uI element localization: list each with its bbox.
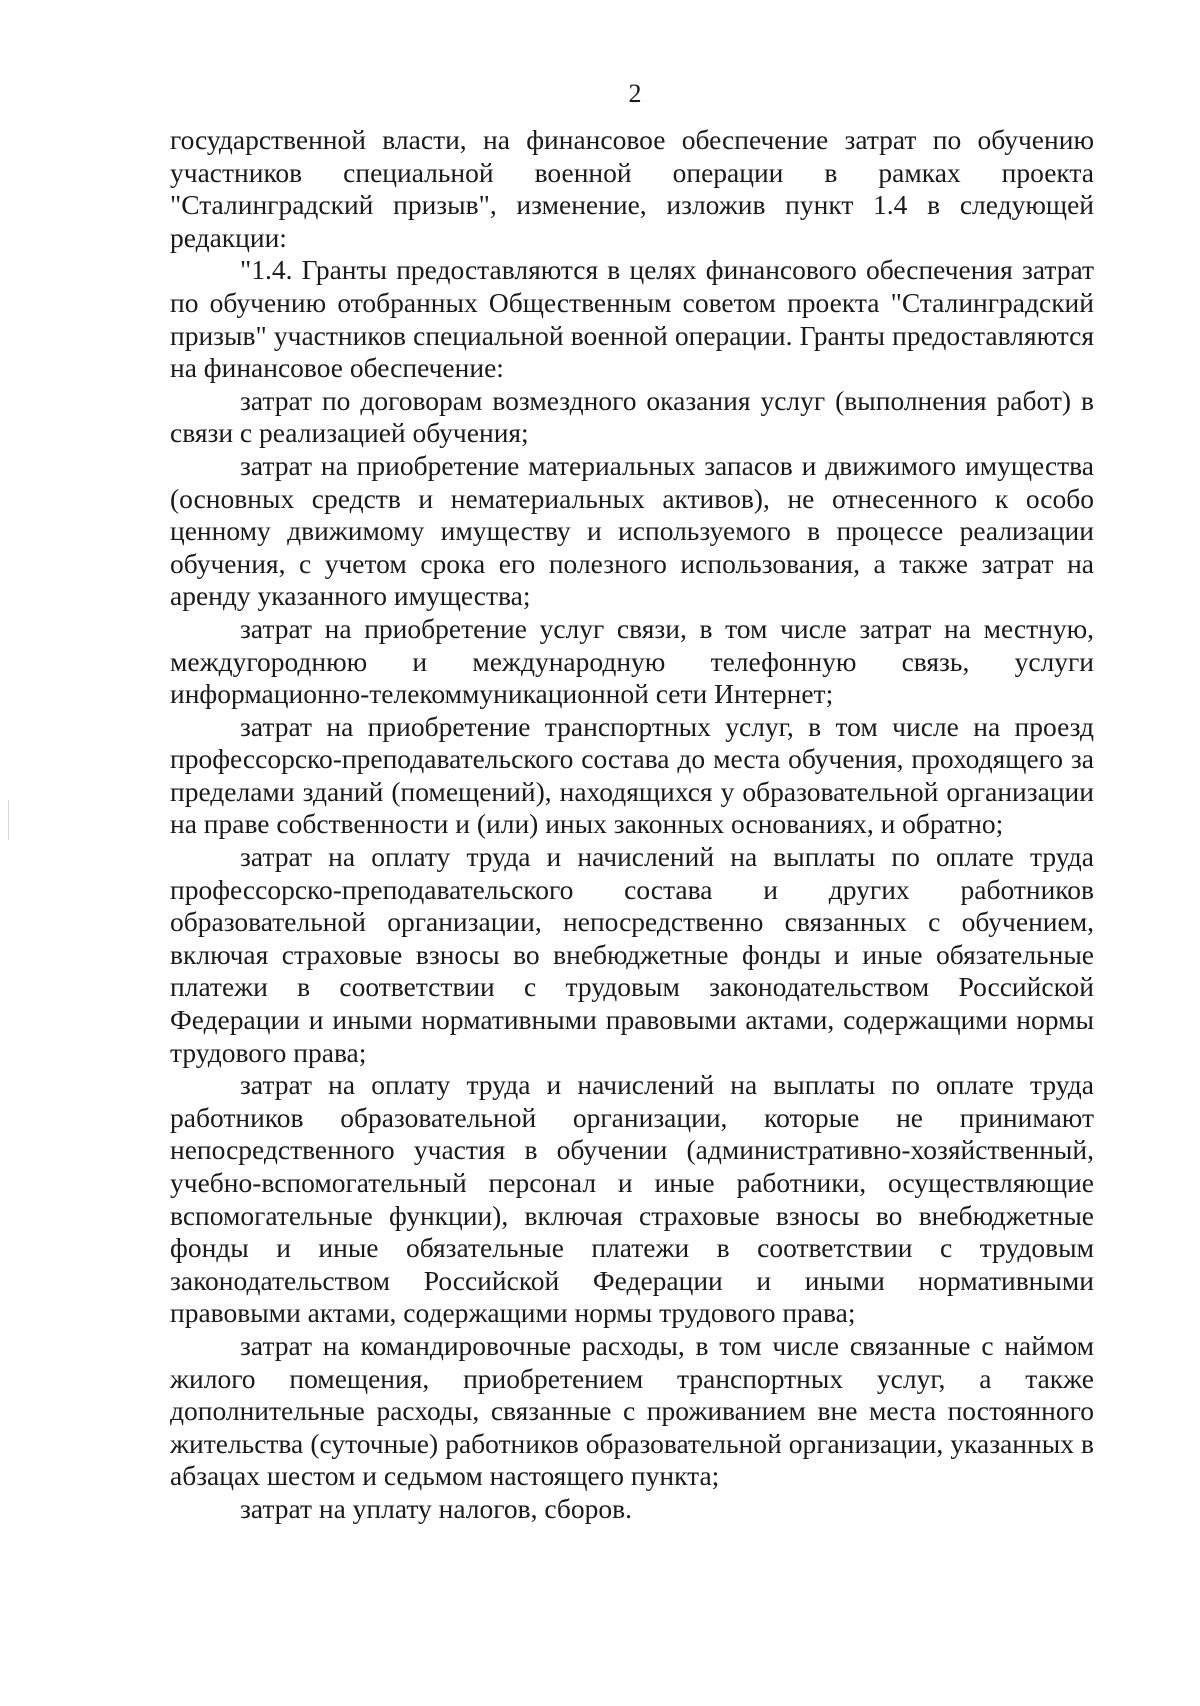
paragraph-item: затрат по договорам возмездного оказания услуг (выполнения работ) в связи с реализацией обучения; xyxy=(170,384,1094,449)
paragraph-item: затрат на уплату налогов, сборов. xyxy=(240,1492,632,1524)
page-number: 2 xyxy=(628,79,642,108)
paragraph-continuation: государственной власти, на финансовое обеспечение затрат по обучению участников специальной военной операции в рамках проекта "Сталинградский призыв", изменение, изложив пункт 1.4 в следующей редакции: xyxy=(170,124,1094,253)
paragraph-item: затрат на оплату труда и начислений на выплаты по оплате труда работников образовательной организации, которые не принимают непосредственного участия в обучении (административно-хозяйственный, учебно-вспомогательный персонал и иные работники, осуществляющие вспомогательные функции), включая страховые взносы во внебюджетные фонды и иные обязательные платежи в соответствии с трудовым законодательством Российской Федерации и иными нормативными правовыми актами, содержащими нормы трудового права; xyxy=(170,1069,1094,1329)
paragraph-item: затрат на оплату труда и начислений на выплаты по оплате труда профессорско-преподавательского состава и других работников образовательной организации, непосредственно связанных с обучением, включая страховые взносы во внебюджетные фонды и иные обязательные платежи в соответствии с трудовым законодательством Российской Федерации и иными нормативными правовыми актами, содержащими нормы трудового права; xyxy=(170,841,1094,1068)
scan-artifact xyxy=(8,800,9,840)
paragraph-item: затрат на приобретение материальных запасов и движимого имущества (основных средств и нематериальных активов), не отнесенного к особо ценному движимому имуществу и используемого в процессе реализации обучения, с учетом срока его полезного использования, а также затрат на аренду указанного имущества; xyxy=(170,449,1094,612)
paragraph-item: затрат на приобретение транспортных услуг, в том числе на проезд профессорско-преподавательского состава до места обучения, проходящего за пределами зданий (помещений), находящихся у образовательной организации на праве собственности и (или) иных законных основаниях, и обратно; xyxy=(170,710,1094,840)
document-body xyxy=(170,124,1094,1526)
paragraph-item: затрат на приобретение услуг связи, в том числе затрат на местную, междугороднюю и международную телефонную связь, услуги информационно-телекоммуникационной сети Интернет; xyxy=(170,612,1094,710)
paragraph-clause-1-4: "1.4. Гранты предоставляются в целях финансового обеспечения затрат по обучению отобранных Общественным советом проекта "Сталинградский призыв" участников специальной военной операции. Гранты предоставляются на финансовое обеспечение: xyxy=(170,254,1094,384)
paragraph-item: затрат на командировочные расходы, в том числе связанные с наймом жилого помещения, приобретением транспортных услуг, а также дополнительные расходы, связанные с проживанием вне места постоянного жительства (суточные) работников образовательной организации, указанных в абзацах шестом и седьмом настоящего пункта; xyxy=(170,1329,1094,1492)
